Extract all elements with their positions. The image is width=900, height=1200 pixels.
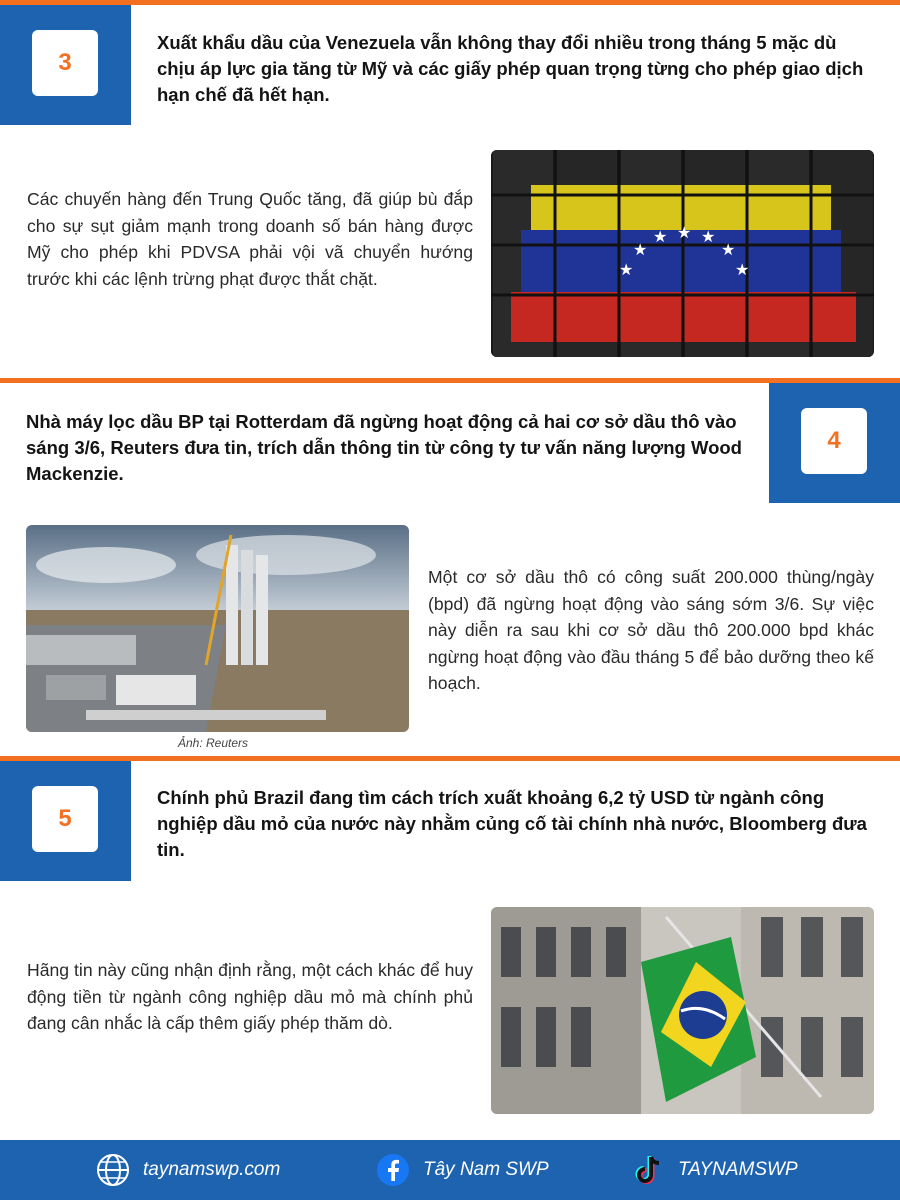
svg-text:★: ★: [677, 223, 692, 242]
section-3-body: Các chuyến hàng đến Trung Quốc tăng, đã giúp bù đắp cho sự sụt giảm mạnh trong doanh số bán hàng được Mỹ cho phép khi PDVSA phải vội vã chuyển hướng trước khi các lệnh trừng phạt được thắt chặt.: [27, 189, 473, 289]
section-3-headline: Xuất khẩu dầu của Venezuela vẫn không thay đổi nhiều trong tháng 5 mặc dù chịu áp lực gia tăng từ Mỹ và các giấy phép quan trọng từng cho phép giao dịch hạn chế đã hết hạn.: [157, 32, 864, 105]
svg-text:★: ★: [735, 260, 750, 279]
section-4-body: Một cơ sở dầu thô có công suất 200.000 thùng/ngày (bpd) đã ngừng hoạt động vào sáng sớm 3/6. Sự việc này diễn ra sau khi cơ sở dầu thô 200.000 bpd khác ngừng hoạt động vào đầu tháng 5 để bảo dưỡng theo kế hoạch.: [428, 567, 874, 693]
footer-facebook-link[interactable]: [375, 1140, 549, 1200]
globe-icon: [95, 1152, 131, 1188]
footer: [0, 1140, 900, 1200]
svg-text:★: ★: [619, 260, 634, 279]
brazil-flag-image: [491, 907, 874, 1114]
svg-text:★: ★: [633, 240, 648, 259]
section-3-number: 3: [32, 30, 98, 96]
section-4-number-block: [769, 383, 900, 503]
section-3-number-block: [0, 5, 131, 125]
photo-caption: Ảnh: Reuters: [178, 736, 249, 750]
footer-website-text: taynamswp.com: [143, 1159, 281, 1180]
footer-tiktok-text: TAYNAMSWP: [678, 1159, 798, 1180]
top-divider: [0, 0, 900, 5]
svg-text:★: ★: [701, 227, 716, 246]
footer-tiktok-link[interactable]: [630, 1140, 798, 1200]
section-5-number-block: [0, 761, 131, 881]
facebook-icon: [375, 1152, 411, 1188]
svg-text:★: ★: [721, 240, 736, 259]
venezuela-oil-barrels-image: [491, 150, 874, 357]
divider-4-5: [0, 756, 900, 761]
section-5-number: 5: [32, 786, 98, 852]
footer-facebook-text: Tây Nam SWP: [423, 1159, 549, 1180]
section-4-headline: Nhà máy lọc dầu BP tại Rotterdam đã ngừng hoạt động cả hai cơ sở dầu thô vào sáng 3/6, Reuters đưa tin, trích dẫn thông tin từ công ty tư vấn năng lượng Wood Mackenzie.: [26, 411, 742, 484]
rotterdam-port-image: [26, 525, 409, 732]
section-5-body: Hãng tin này cũng nhận định rằng, một cách khác để huy động tiền từ ngành công nghiệp dầu mỏ mà chính phủ đang cân nhắc là cấp thêm giấy phép thăm dò.: [27, 960, 473, 1033]
divider-3-4: [0, 378, 900, 383]
svg-text:★: ★: [653, 227, 668, 246]
section-5-headline: Chính phủ Brazil đang tìm cách trích xuất khoảng 6,2 tỷ USD từ ngành công nghiệp dầu mỏ của nước này nhằm củng cố tài chính nhà nước, Bloomberg đưa tin.: [157, 787, 867, 860]
tiktok-icon: [630, 1152, 666, 1188]
section-4-number: 4: [801, 408, 867, 474]
footer-website-link[interactable]: [95, 1140, 280, 1200]
